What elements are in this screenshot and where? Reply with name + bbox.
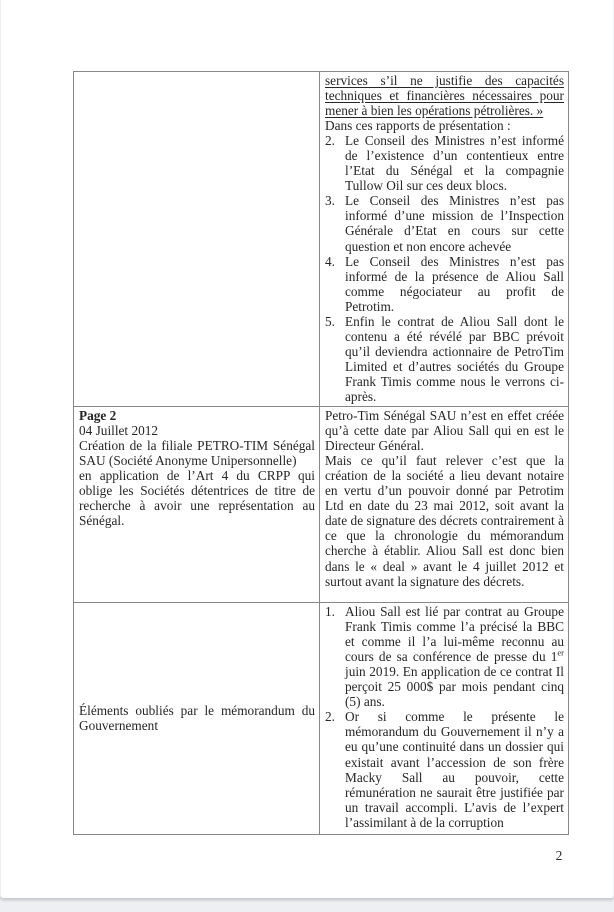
row2-right-cell [320,407,569,603]
ordinal-superscript: er [557,647,564,658]
list-item-number: 3. [325,193,335,209]
list-item-text: Enfin le contrat de Aliou Sall dont le contenu a été révélé par BBC prévoit qu’il deviendra actionnaire de PetroTim Limited et d’autres sociétés du Groupe Frank Timis comme nous le verrons ci-après. [345,313,564,404]
row1-right-cell [320,72,569,407]
list-item [325,709,564,829]
page-number: 2 [555,848,563,863]
intro-line: Dans ces rapports de présentation : [325,118,511,134]
list-item [325,604,564,709]
list-item-text [345,604,564,709]
table-row [74,407,569,603]
list-item-number: 2. [325,709,335,725]
quote-paragraph [325,73,564,118]
row1-left-cell-empty [74,72,320,407]
contract-text-before: Aliou Sall est lié par contrat au Groupe Frank Timis comme l’a précisé la BBC et comme il l’a lui-même reconnu au cours de sa conférence de presse du 1 [345,604,564,665]
list-item [325,193,564,253]
list-item [325,314,564,404]
row3-left-cell [74,603,320,835]
table-row [74,72,569,407]
table-row [74,603,569,835]
list-item-text: Or si comme le présente le mémorandum du Gouvernement il n’y a eu qu’une continuité dans un dossier qui existait avant l’accession de son frère Macky Sall au pouvoir, cette rémunération ne saurait être justifiée par un travail accompli. L’avis de l’expert l’assimilant à de la corruption [345,709,564,830]
list-item-text: Le Conseil des Ministres n’est pas informé de la présence de Aliou Sall comme négociateur au profit de Petrotim. [345,253,564,314]
list-item [325,254,564,314]
list-item-number: 2. [325,133,335,149]
row2-left-cell [74,407,320,603]
notaire-paragraph: Mais ce qu’il faut relever c’est que la création de la société a lieu devant notaire en vertu d’un pouvoir donné par Petrotim Ltd en date du 23 mai 2012, soit avant la date de signature des décrets contrairement à ce que la chronologie du mémorandum cherche à établir. Aliou Sall est donc bien dans le « deal » avant le 4 juillet 2012 et surtout avant la signature des décrets. [325,453,564,589]
contract-text-after: juin 2019. En application de ce contrat Il perçoit 25 000$ par mois pendant cinq (5) ans. [345,664,564,710]
list-item-number: 1. [325,604,335,620]
date-line: 04 Juillet 2012 [79,423,159,439]
elements-oublies-label: Éléments oubliés par le mémorandum du Gouvernement [79,702,315,734]
memo-table-grid [73,71,569,835]
list-item [325,133,564,193]
list-item-number: 5. [325,313,335,329]
memo-table [73,71,568,835]
creation-paragraph: Création de la filiale PETRO-TIM Sénégal SAU (Société Anonyme Unipersonnelle) [79,438,315,469]
list-item-number: 4. [325,253,335,269]
application-paragraph: en application de l’Art 4 du CRPP qui oblige les Sociétés détentrices de titre de recherche à avoir une représentation au Sénégal. [79,468,315,529]
page-2-heading: Page 2 [79,408,117,424]
list-item-text: Le Conseil des Ministres n’est informé de l’existence d’un contentieux entre l’Etat du Sénégal et la compagnie Tullow Oil sur ces deux blocs. [345,133,564,194]
list-item-text: Le Conseil des Ministres n’est pas informé d’une mission de l’Inspection Générale d’Etat en cours sur cette question et non encore achevée [345,193,564,254]
underlined-quote-text: services s’il ne justifie des capacités techniques et financières nécessaires pour mener à bien les opérations pétrolières. » [325,73,564,119]
row3-right-cell [320,603,569,835]
petrotim-creation-paragraph: Petro-Tim Sénégal SAU n’est en effet créée qu’à cette date par Aliou Sall qui en est le Directeur Général. [325,408,564,454]
